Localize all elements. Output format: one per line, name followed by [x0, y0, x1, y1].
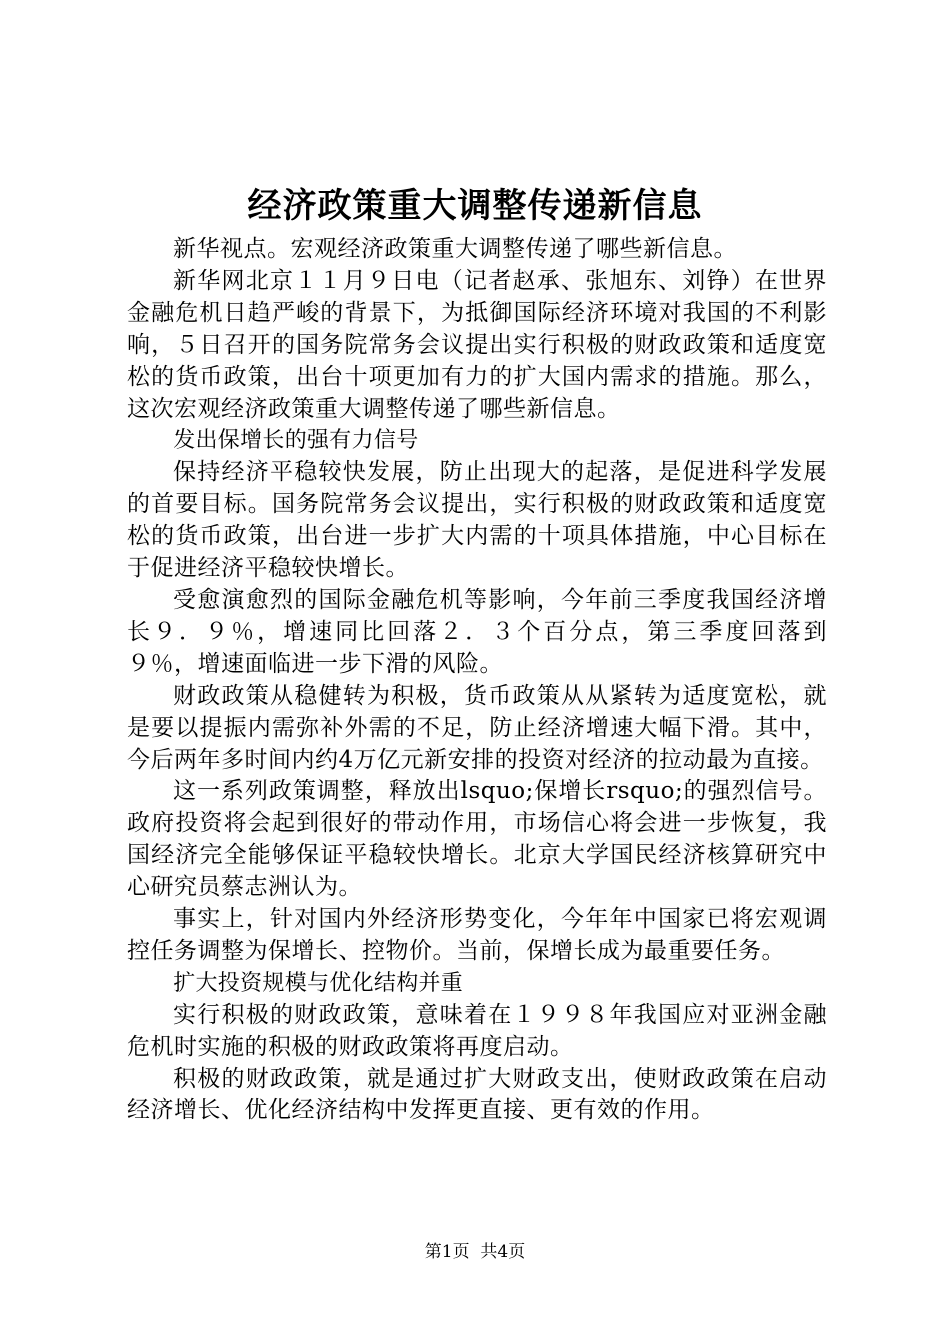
page-footer	[0, 1240, 950, 1264]
body-paragraph: 保持经济平稳较快发展，防止出现大的起落，是促进科学发展的首要目标。国务院常务会议提出，实行积极的财政政策和适度宽松的货币政策，出台进一步扩大内需的十项具体措施，中心目标在于促进经济平稳较快增长。	[127, 459, 827, 582]
body-paragraph: 积极的财政政策，就是通过扩大财政支出，使财政政策在启动经济增长、优化经济结构中发挥更直接、更有效的作用。	[127, 1065, 827, 1124]
body-paragraph: 新华视点。宏观经济政策重大调整传递了哪些新信息。	[173, 236, 737, 262]
section-heading: 扩大投资规模与优化结构并重	[173, 970, 464, 996]
body-paragraph: 事实上，针对国内外经济形势变化，今年年中国家已将宏观调控任务调整为保增长、控物价。当前，保增长成为最重要任务。	[127, 906, 827, 964]
page-number: 第1页	[424, 1242, 470, 1262]
body-paragraph: 实行积极的财政政策，意味着在１９９８年我国应对亚洲金融危机时实施的积极的财政政策将再度启动。	[127, 1001, 827, 1060]
document-body	[127, 234, 827, 1127]
body-paragraph: 新华网北京１１月９日电（记者赵承、张旭东、刘铮）在世界金融危机日趋严峻的背景下，为抵御国际经济环境对我国的不利影响，５日召开的国务院常务会议提出实行积极的财政政策和适度宽松的货币政策，出台十项更加有力的扩大国内需求的措施。那么，这次宏观经济政策重大调整传递了哪些新信息。	[127, 267, 827, 422]
body-paragraph: 受愈演愈烈的国际金融危机等影响，今年前三季度我国经济增长９．９％，增速同比回落２．３个百分点，第三季度回落到９％，增速面临进一步下滑的风险。	[127, 586, 827, 677]
body-paragraph: 财政政策从稳健转为积极，货币政策从从紧转为适度宽松，就是要以提振内需弥补外需的不足，防止经济增速大幅下滑。其中，今后两年多时间内约4万亿元新安排的投资对经济的拉动最为直接。	[127, 682, 827, 773]
document-title: 经济政策重大调整传递新信息	[247, 186, 703, 226]
page-total: 共4页	[480, 1242, 526, 1262]
body-paragraph: 这一系列政策调整，释放出lsquo;保增长rsquo;的强烈信号。政府投资将会起到很好的带动作用，市场信心将会进一步恢复，我国经济完全能够保证平稳较快增长。北京大学国民经济核算研究中心研究员蔡志洲认为。	[127, 778, 827, 901]
section-heading: 发出保增长的强有力信号	[173, 428, 419, 454]
